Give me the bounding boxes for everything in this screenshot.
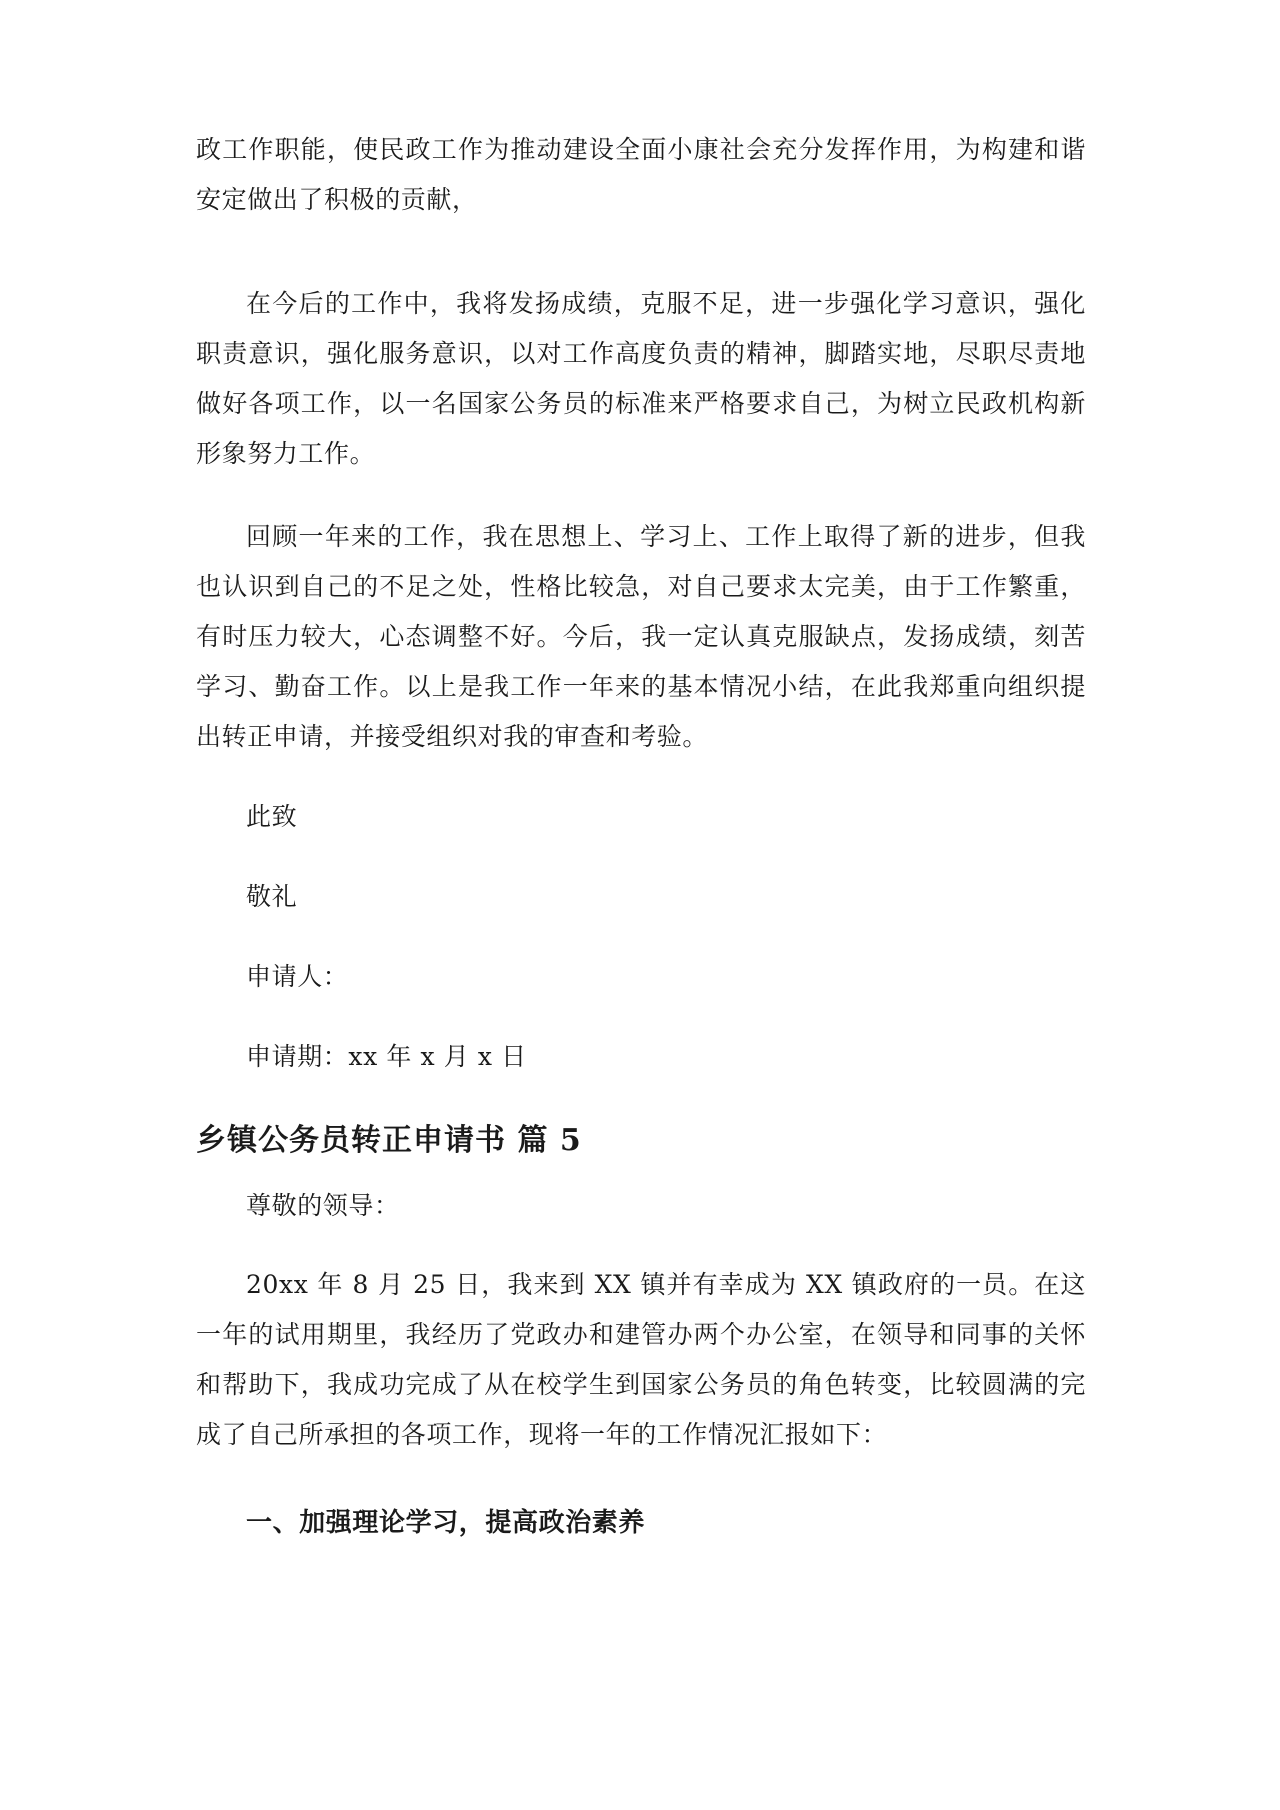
paragraph-continuation: 政工作职能，使民政工作为推动建设全面小康社会充分发挥作用，为构建和谐安定做出了积极的贡献， bbox=[196, 135, 1086, 214]
applicant-label: 申请人： bbox=[246, 962, 349, 991]
closing-jing-li: 敬礼 bbox=[246, 882, 298, 911]
section-title: 乡镇公务员转正申请书 篇 5 bbox=[196, 1123, 582, 1158]
salutation: 尊敬的领导： bbox=[246, 1191, 400, 1220]
closing-ci-zhi: 此致 bbox=[246, 802, 298, 831]
paragraph-review: 回顾一年来的工作，我在思想上、学习上、工作上取得了新的进步，但我也认识到自己的不足之处，性格比较急，对自己要求太完美，由于工作繁重，有时压力较大，心态调整不好。今后，我一定认真克服缺点，发扬成绩，刻苦学习、勤奋工作。以上是我工作一年来的基本情况小结，在此我郑重向组织提出转正申请，并接受组织对我的审查和考验。 bbox=[196, 522, 1086, 751]
paragraph-intro: 20xx 年 8 月 25 日，我来到 XX 镇并有幸成为 XX 镇政府的一员。在这一年的试用期里，我经历了党政办和建管办两个办公室，在领导和同事的关怀和帮助下，我成功完成了从在校学生到国家公务员的角色转变，比较圆满的完成了自己所承担的各项工作，现将一年的工作情况汇报如下： bbox=[196, 1270, 1086, 1449]
subheading-theory-study: 一、加强理论学习，提高政治素养 bbox=[246, 1508, 646, 1538]
application-date: 申请期：xx 年 x 月 x 日 bbox=[246, 1042, 527, 1071]
paragraph-future-work: 在今后的工作中，我将发扬成绩，克服不足，进一步强化学习意识，强化职责意识，强化服务意识，以对工作高度负责的精神，脚踏实地，尽职尽责地做好各项工作，以一名国家公务员的标准来严格要求自己，为树立民政机构新形象努力工作。 bbox=[196, 289, 1086, 468]
